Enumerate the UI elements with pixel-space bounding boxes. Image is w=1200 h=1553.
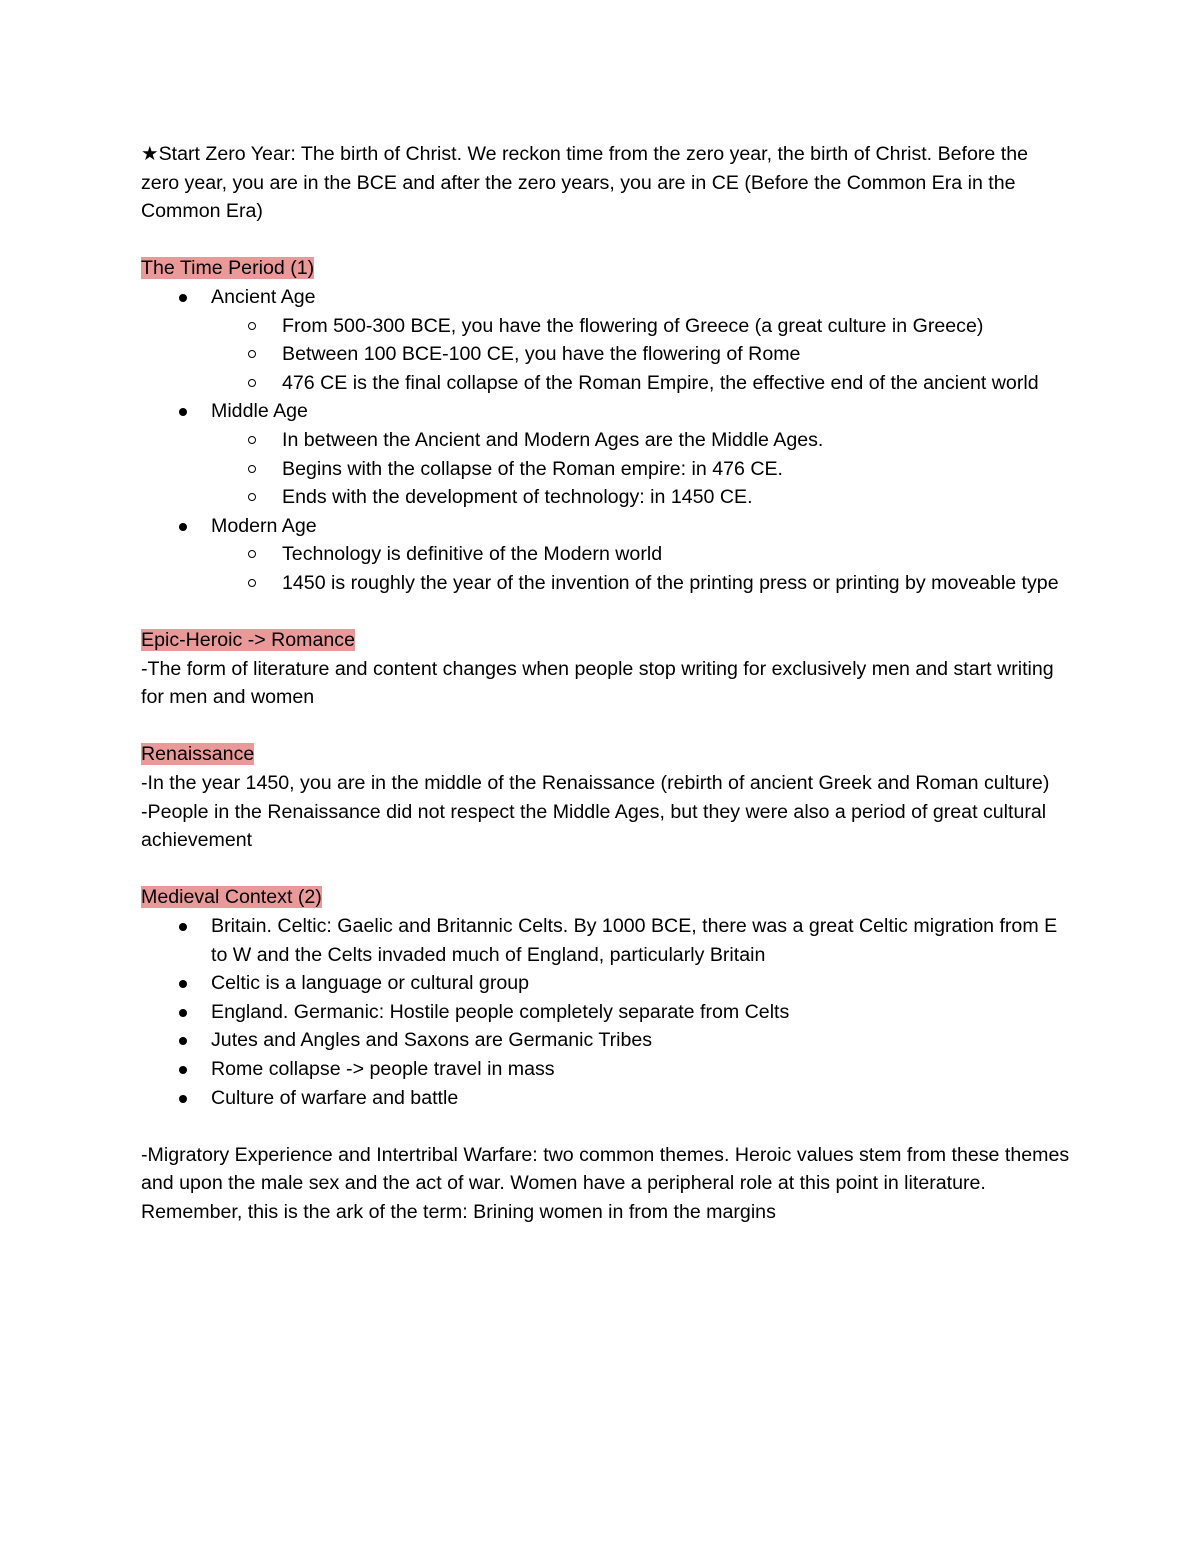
list-item: Ends with the development of technology: in 1450 CE. — [211, 483, 1071, 512]
epic-paragraph: -The form of literature and content changes when people stop writing for exclusively men and start writing for men and women — [141, 657, 1054, 709]
list-item: From 500-300 BCE, you have the flowering of Greece (a great culture in Greece) — [211, 312, 1071, 341]
spacer — [141, 226, 1071, 255]
list-item-middle-age — [141, 397, 1071, 511]
time-period-heading — [141, 254, 1071, 283]
spacer — [141, 1112, 1071, 1141]
renaissance-heading — [141, 740, 1071, 769]
list-item: 1450 is roughly the year of the invention of the printing press or printing by moveable type — [211, 569, 1071, 598]
list-item-ancient-age — [141, 283, 1071, 397]
time-period-heading-text: The Time Period (1) — [141, 257, 315, 280]
medieval-closing-paragraph: -Migratory Experience and Intertribal Warfare: two common themes. Heroic values stem from these themes and upon the male sex and the act of war. Women have a peripheral role at this point in literature. Remember, this is the ark of the term: Brining women in from the margins — [141, 1143, 1070, 1223]
list-item: Between 100 BCE-100 CE, you have the flowering of Rome — [211, 340, 1071, 369]
spacer — [141, 712, 1071, 741]
modern-age-points — [141, 540, 1071, 597]
medieval-list — [141, 912, 1071, 1112]
star-icon: ★ — [141, 142, 159, 165]
document-page — [141, 140, 1071, 1227]
list-item: Begins with the collapse of the Roman empire: in 476 CE. — [211, 455, 1071, 484]
list-item: Jutes and Angles and Saxons are Germanic Tribes — [141, 1026, 1071, 1055]
list-item: In between the Ancient and Modern Ages are the Middle Ages. — [211, 426, 1071, 455]
epic-heading — [141, 626, 1071, 655]
medieval-heading — [141, 883, 1071, 912]
age-label: Ancient Age — [211, 285, 316, 308]
age-label: Middle Age — [211, 400, 308, 423]
epic-heading-text: Epic-Heroic -> Romance — [141, 629, 355, 652]
renaissance-heading-text: Renaissance — [141, 743, 255, 766]
middle-age-points — [141, 426, 1071, 512]
list-item: Culture of warfare and battle — [141, 1084, 1071, 1113]
list-item: 476 CE is the final collapse of the Roman Empire, the effective end of the ancient world — [211, 369, 1071, 398]
intro-paragraph — [141, 140, 1071, 226]
spacer — [141, 855, 1071, 884]
age-label: Modern Age — [211, 514, 317, 537]
ages-list — [141, 283, 1071, 598]
list-item-modern-age — [141, 512, 1071, 598]
list-item: Rome collapse -> people travel in mass — [141, 1055, 1071, 1084]
medieval-heading-text: Medieval Context (2) — [141, 886, 322, 909]
renaissance-paragraph: -People in the Renaissance did not respect the Middle Ages, but they were also a period of great cultural achievement — [141, 800, 1047, 852]
list-item: Technology is definitive of the Modern world — [211, 540, 1071, 569]
list-item: Britain. Celtic: Gaelic and Britannic Celts. By 1000 BCE, there was a great Celtic migration from E to W and the Celts invaded much of England, particularly Britain — [141, 912, 1071, 969]
list-item: Celtic is a language or cultural group — [141, 969, 1071, 998]
intro-text: Start Zero Year: The birth of Christ. We reckon time from the zero year, the birth of Christ. Before the zero year, you are in the BCE and after the zero years, you are in CE (Before the Common Era in the Common Era) — [141, 143, 1028, 223]
list-item: England. Germanic: Hostile people completely separate from Celts — [141, 998, 1071, 1027]
renaissance-paragraph: -In the year 1450, you are in the middle of the Renaissance (rebirth of ancient Greek and Roman culture) — [141, 772, 1050, 795]
ancient-age-points — [141, 312, 1071, 398]
spacer — [141, 598, 1071, 627]
